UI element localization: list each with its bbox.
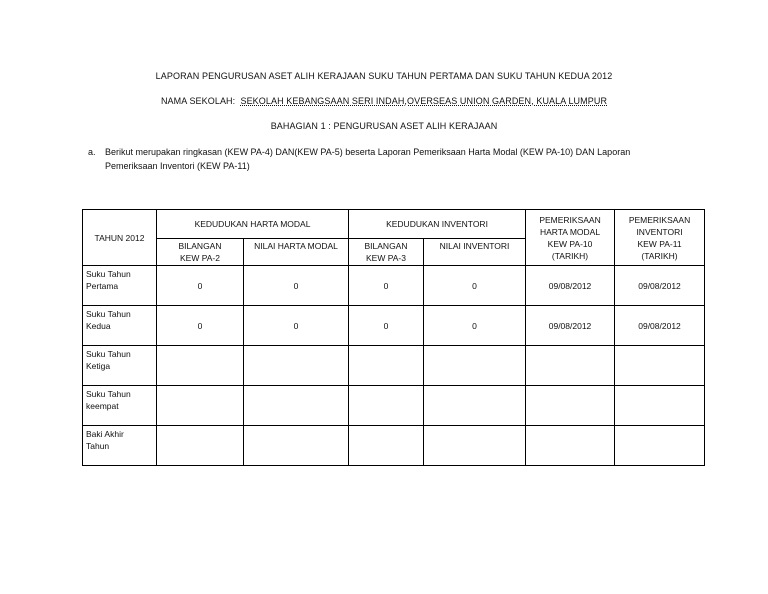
- school-name: SEKOLAH KEBANGSAAN SERI INDAH,OVERSEAS UNION GARDEN, KUALA LUMPUR: [240, 96, 608, 106]
- pa10-date-cell: 09/08/2012: [526, 306, 615, 346]
- nilai-inventori-cell: [424, 426, 526, 466]
- table-row: [83, 346, 705, 386]
- bilangan-harta-line: KEW PA-2: [180, 253, 220, 263]
- pa10-date-cell: 09/08/2012: [526, 266, 615, 306]
- bilangan-inventori-cell: [349, 386, 424, 426]
- row-label: [83, 386, 157, 426]
- table-row: [83, 426, 705, 466]
- nilai-inventori-cell: [424, 346, 526, 386]
- table-row: [83, 386, 705, 426]
- intro-paragraph: [88, 145, 688, 173]
- harta-modal-group-header: KEDUDUKAN HARTA MODAL: [157, 210, 349, 239]
- row-label-line: Suku Tahun: [86, 309, 131, 319]
- row-label: [83, 266, 157, 306]
- bilangan-harta-cell: 0: [157, 266, 244, 306]
- pa10-header-line: KEW PA-10: [547, 238, 593, 249]
- school-line: [0, 96, 768, 106]
- pa11-date-cell: 09/08/2012: [615, 306, 705, 346]
- nilai-harta-cell: [244, 426, 349, 466]
- row-label-line: Baki Akhir: [86, 429, 124, 439]
- row-label-line: keempat: [86, 401, 119, 411]
- pa11-header: [615, 210, 705, 266]
- paragraph-line-1: Berikut merupakan ringkasan (KEW PA-4) DAN(KEW PA-5) beserta Laporan Pemeriksaan Harta Modal (KEW PA-10) DAN Laporan: [105, 147, 631, 157]
- year-header: TAHUN 2012: [83, 210, 157, 266]
- nilai-harta-cell: 0: [244, 306, 349, 346]
- bilangan-inventori-line: BILANGAN: [364, 241, 408, 251]
- bilangan-harta-cell: [157, 386, 244, 426]
- row-label-line: Pertama: [86, 281, 119, 291]
- pa11-header-line: PEMERIKSAAN: [628, 214, 691, 225]
- pa10-date-cell: [526, 426, 615, 466]
- pa11-header-line: (TARIKH): [641, 250, 678, 261]
- nilai-harta-cell: 0: [244, 266, 349, 306]
- nilai-inventori-header: NILAI INVENTORI: [424, 239, 526, 266]
- pa10-header: [526, 210, 615, 266]
- pa10-header-line: PEMERIKSAAN: [539, 214, 601, 225]
- row-label-line: Suku Tahun: [86, 349, 131, 359]
- pa11-header-line: KEW PA-11: [637, 238, 682, 249]
- section-title: BAHAGIAN 1 : PENGURUSAN ASET ALIH KERAJAAN: [270, 121, 498, 131]
- row-label: [83, 306, 157, 346]
- bilangan-inventori-cell: [349, 426, 424, 466]
- bilangan-harta-cell: 0: [157, 306, 244, 346]
- pa11-date-cell: [615, 426, 705, 466]
- pa11-date-cell: [615, 386, 705, 426]
- pa11-date-cell: 09/08/2012: [615, 266, 705, 306]
- row-label-line: Tahun: [86, 441, 110, 451]
- header-row-1: [83, 210, 705, 239]
- bilangan-harta-cell: [157, 426, 244, 466]
- pa10-date-cell: [526, 386, 615, 426]
- pa10-header-line: (TARIKH): [551, 250, 589, 261]
- bilangan-inventori-header: [349, 239, 424, 266]
- report-title: LAPORAN PENGURUSAN ASET ALIH KERAJAAN SUKU TAHUN PERTAMA DAN SUKU TAHUN KEDUA 2012: [155, 71, 613, 81]
- nilai-harta-cell: [244, 386, 349, 426]
- nilai-harta-cell: [244, 346, 349, 386]
- row-label-line: Suku Tahun: [86, 269, 131, 279]
- inventori-group-header: KEDUDUKAN INVENTORI: [349, 210, 526, 239]
- pa11-date-cell: [615, 346, 705, 386]
- nilai-harta-header: NILAI HARTA MODAL: [244, 239, 349, 266]
- row-label: [83, 346, 157, 386]
- bilangan-inventori-cell: 0: [349, 306, 424, 346]
- bilangan-harta-cell: [157, 346, 244, 386]
- table-row: [83, 266, 705, 306]
- bilangan-inventori-cell: [349, 346, 424, 386]
- row-label: [83, 426, 157, 466]
- row-label-line: Suku Tahun: [86, 389, 131, 399]
- nilai-inventori-cell: 0: [424, 306, 526, 346]
- nilai-inventori-cell: 0: [424, 266, 526, 306]
- pa10-header-line: HARTA MODAL: [539, 226, 601, 237]
- pa10-date-cell: [526, 346, 615, 386]
- bilangan-harta-header: [157, 239, 244, 266]
- school-label: NAMA SEKOLAH:: [160, 96, 236, 106]
- paragraph-line-2: Pemeriksaan Inventori (KEW PA-11): [105, 161, 250, 171]
- bilangan-harta-line: BILANGAN: [178, 241, 222, 251]
- asset-report-table: [82, 209, 705, 466]
- nilai-inventori-cell: [424, 386, 526, 426]
- bilangan-inventori-line: KEW PA-3: [366, 253, 406, 263]
- table-row: [83, 306, 705, 346]
- pa11-header-line: INVENTORI: [636, 226, 683, 237]
- bilangan-inventori-cell: 0: [349, 266, 424, 306]
- row-label-line: Ketiga: [86, 361, 111, 371]
- paragraph-body: [105, 145, 688, 173]
- paragraph-marker: a.: [88, 147, 96, 157]
- row-label-line: Kedua: [86, 321, 111, 331]
